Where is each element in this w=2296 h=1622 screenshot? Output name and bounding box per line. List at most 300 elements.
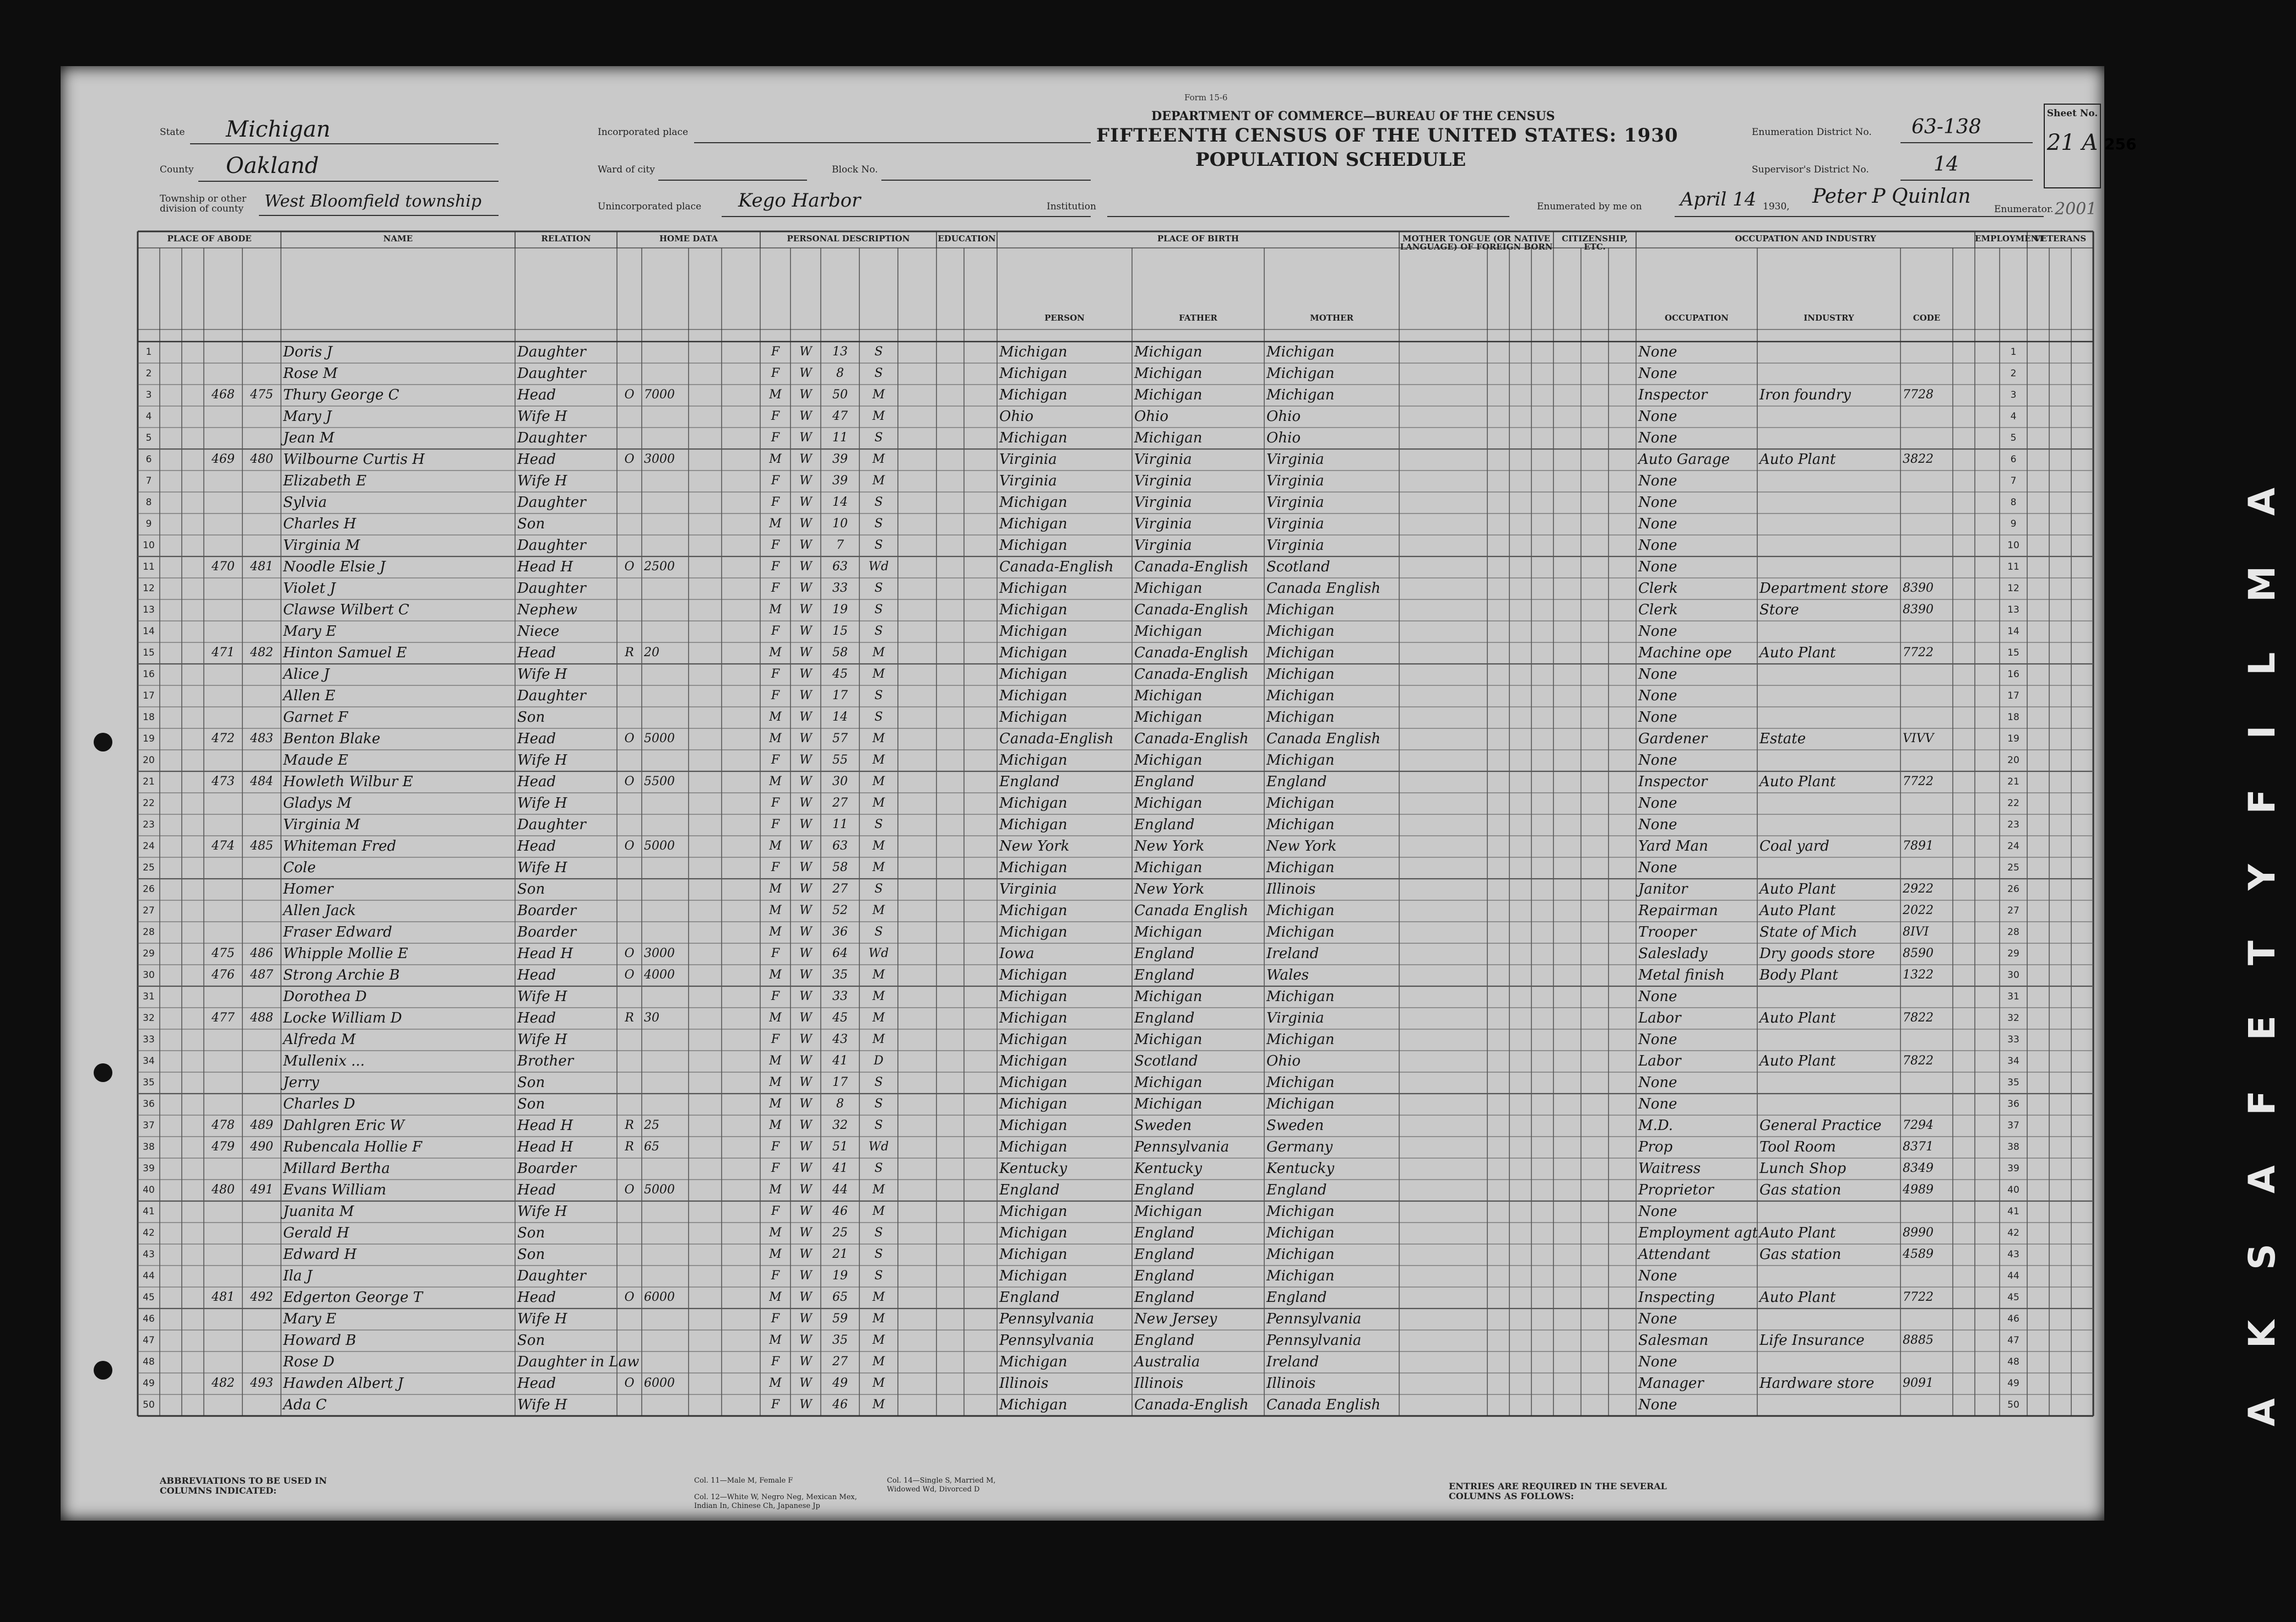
cell-name: Millard Bertha <box>283 1160 391 1177</box>
ward-label: Ward of city <box>598 164 655 175</box>
cell-mb: Pennsylvania <box>1266 1332 1362 1349</box>
cell-occ: Auto Garage <box>1638 451 1730 468</box>
cell-ind: Life Insurance <box>1759 1332 1865 1349</box>
cell-race: W <box>799 1269 812 1283</box>
cell-sex: M <box>769 1226 782 1240</box>
cell-age: 39 <box>832 474 848 488</box>
cell-pb: Michigan <box>999 817 1068 833</box>
enum-district-value: 63-138 <box>1911 116 1981 138</box>
cell-pb: Michigan <box>999 580 1068 597</box>
cell-age: 8 <box>836 1097 844 1111</box>
cell-fb: Michigan <box>1134 623 1203 640</box>
cell-pb: Michigan <box>999 344 1068 360</box>
cell-own: O <box>624 839 635 853</box>
cell-sex: F <box>771 1312 780 1326</box>
column-group-header: PLACE OF ABODE <box>167 234 252 244</box>
line-number: 44 <box>2007 1270 2019 1282</box>
cell-sex: F <box>771 667 780 681</box>
cell-name: Jean M <box>283 430 334 446</box>
cell-mb: Virginia <box>1266 1010 1324 1026</box>
line-number: 9 <box>145 518 152 529</box>
cell-pb: Michigan <box>999 430 1068 446</box>
cell-rel: Son <box>517 1225 545 1241</box>
cell-rel: Head <box>517 387 556 403</box>
cell-race: W <box>799 882 812 896</box>
column-group-header: PERSONAL DESCRIPTION <box>787 234 910 244</box>
cell-ms: S <box>874 1075 883 1089</box>
cell-ind: Tool Room <box>1759 1139 1836 1155</box>
cell-fb: Canada-English <box>1134 602 1249 618</box>
cell-rel: Daughter <box>517 817 586 833</box>
cell-rel: Daughter <box>517 430 586 446</box>
cell-fb: England <box>1134 1182 1195 1198</box>
cell-code: 7722 <box>1903 646 1934 659</box>
cell-name: Edgerton George T <box>283 1289 423 1306</box>
cell-occ: Inspecting <box>1638 1289 1715 1306</box>
line-number: 24 <box>143 841 155 852</box>
cell-rel: Son <box>517 1246 545 1263</box>
enumerated-date: April 14 <box>1680 188 1757 210</box>
cell-rel: Daughter <box>517 1268 586 1284</box>
cell-rel: Brother <box>517 1053 574 1069</box>
cell-dw: 481 <box>212 1290 235 1304</box>
line-number: 27 <box>2007 905 2019 916</box>
cell-mb: Ireland <box>1266 1354 1319 1370</box>
cell-code: 7822 <box>1903 1011 1934 1025</box>
cell-rel: Boarder <box>517 1160 577 1177</box>
cell-fb: England <box>1134 774 1195 790</box>
cell-occ: None <box>1638 1031 1677 1048</box>
cell-rel: Boarder <box>517 924 577 940</box>
cell-age: 36 <box>832 925 848 939</box>
column-group-header: OCCUPATION AND INDUSTRY <box>1735 234 1876 244</box>
cell-ms: M <box>872 1398 885 1412</box>
cell-dw: 468 <box>212 388 235 402</box>
line-number: 45 <box>143 1292 155 1303</box>
cell-pb: Michigan <box>999 1203 1068 1220</box>
cell-code: 8990 <box>1903 1226 1934 1240</box>
cell-rel: Son <box>517 881 545 897</box>
cell-ms: M <box>872 732 885 745</box>
cell-ind: Gas station <box>1759 1246 1842 1263</box>
cell-sex: F <box>771 1161 780 1175</box>
cell-fb: Michigan <box>1134 1203 1203 1220</box>
cell-mb: Michigan <box>1266 344 1335 360</box>
cell-rel: Head <box>517 1289 556 1306</box>
cell-rel: Head <box>517 451 556 468</box>
cell-fam: 484 <box>250 775 273 788</box>
cell-fb: Michigan <box>1134 709 1203 726</box>
cell-fb: Canada English <box>1134 902 1249 919</box>
cell-mb: England <box>1266 774 1327 790</box>
cell-fam: 475 <box>250 388 273 402</box>
county-label: County <box>160 164 194 175</box>
cell-ind: Store <box>1759 602 1799 618</box>
cell-pb: Michigan <box>999 1225 1068 1241</box>
cell-mb: Michigan <box>1266 688 1335 704</box>
cell-mb: Michigan <box>1266 623 1335 640</box>
cell-fam: 483 <box>250 732 273 745</box>
cell-race: W <box>799 1140 812 1154</box>
cell-fam: 487 <box>250 968 273 982</box>
cell-occ: None <box>1638 623 1677 640</box>
cell-fb: Michigan <box>1134 795 1203 812</box>
cell-age: 45 <box>832 1011 848 1025</box>
cell-ms: M <box>872 1376 885 1390</box>
enumerated-label: Enumerated by me on <box>1537 201 1642 212</box>
schedule-title: POPULATION SCHEDULE <box>1195 149 1466 171</box>
cell-ms: M <box>872 1032 885 1046</box>
cell-name: Whipple Mollie E <box>283 945 408 962</box>
cell-rel: Son <box>517 516 545 532</box>
line-number: 18 <box>143 712 155 723</box>
cell-occ: None <box>1638 408 1677 425</box>
cell-ms: M <box>872 861 885 874</box>
cell-val: 6000 <box>644 1290 675 1304</box>
cell-race: W <box>799 1312 812 1326</box>
cell-name: Noodle Elsie J <box>283 559 386 575</box>
cell-sex: F <box>771 689 780 702</box>
cell-ind: Gas station <box>1759 1182 1842 1198</box>
cell-ms: M <box>872 990 885 1003</box>
cell-dw: 472 <box>212 732 235 745</box>
cell-sex: M <box>769 1118 782 1132</box>
line-number: 26 <box>2007 884 2019 895</box>
cell-mb: Pennsylvania <box>1266 1311 1362 1327</box>
cell-ind: Iron foundry <box>1759 387 1851 403</box>
line-number: 5 <box>2010 432 2017 444</box>
line-number: 2 <box>2010 368 2017 379</box>
cell-occ: None <box>1638 1074 1677 1091</box>
column-group-header: PLACE OF BIRTH <box>1157 234 1239 244</box>
cell-pb: Michigan <box>999 623 1068 640</box>
cell-age: 17 <box>832 1075 848 1089</box>
line-number: 25 <box>143 862 155 873</box>
cell-name: Dorothea D <box>283 988 367 1005</box>
cell-occ: Yard Man <box>1638 838 1708 855</box>
cell-ms: S <box>874 495 883 509</box>
line-number: 19 <box>2007 733 2019 744</box>
cell-ms: M <box>872 904 885 917</box>
cell-pb: Michigan <box>999 1031 1068 1048</box>
cell-age: 33 <box>832 990 848 1003</box>
cell-pb: Michigan <box>999 709 1068 726</box>
cell-race: W <box>799 818 812 831</box>
enumerator-name: Peter P Quinlan <box>1812 185 1971 208</box>
line-number: 35 <box>143 1077 155 1088</box>
cell-mb: Michigan <box>1266 1096 1335 1112</box>
line-number: 7 <box>145 475 152 486</box>
cell-ms: M <box>872 474 885 488</box>
cell-rel: Wife H <box>517 408 567 425</box>
line-number: 30 <box>143 970 155 981</box>
cell-dw: 479 <box>212 1140 235 1154</box>
cell-ms: S <box>874 1118 883 1132</box>
cell-pb: Michigan <box>999 924 1068 940</box>
line-number: 37 <box>2007 1120 2019 1131</box>
cell-age: 59 <box>832 1312 848 1326</box>
punch-hole <box>94 1361 112 1380</box>
cell-dw: 476 <box>212 968 235 982</box>
cell-val: 3000 <box>644 452 675 466</box>
cell-occ: None <box>1638 688 1677 704</box>
cell-ms: Wd <box>868 1140 889 1154</box>
cell-val: 3000 <box>644 947 675 960</box>
cell-val: 7000 <box>644 388 675 402</box>
cell-pb: Ohio <box>999 408 1034 425</box>
cell-pb: Michigan <box>999 688 1068 704</box>
column-head-industry: INDUSTRY <box>1804 313 1854 323</box>
cell-code: 7728 <box>1903 388 1934 402</box>
cell-name: Howard B <box>283 1332 356 1349</box>
cell-occ: Labor <box>1638 1010 1681 1026</box>
cell-occ: Clerk <box>1638 602 1678 618</box>
cell-fb: Michigan <box>1134 1031 1203 1048</box>
stamp-number: 256 <box>2104 135 2137 153</box>
cell-mb: Michigan <box>1266 602 1335 618</box>
cell-ms: S <box>874 345 883 359</box>
line-number: 21 <box>2007 776 2019 787</box>
line-number: 7 <box>2010 475 2017 486</box>
cell-mb: Kentucky <box>1266 1160 1335 1177</box>
cell-rel: Daughter <box>517 537 586 554</box>
cell-code: 8390 <box>1903 581 1934 595</box>
line-number: 22 <box>2007 798 2019 809</box>
cell-pb: Michigan <box>999 1053 1068 1069</box>
cell-fb: Sweden <box>1134 1117 1192 1134</box>
cell-sex: M <box>769 1247 782 1261</box>
cell-rel: Boarder <box>517 902 577 919</box>
cell-occ: Machine ope <box>1638 645 1732 661</box>
cell-occ: None <box>1638 344 1677 360</box>
cell-rel: Head <box>517 1182 556 1198</box>
cell-sex: F <box>771 1355 780 1369</box>
cell-pb: Michigan <box>999 1010 1068 1026</box>
cell-dw: 470 <box>212 560 235 574</box>
cell-fam: 489 <box>250 1118 273 1132</box>
cell-sex: F <box>771 990 780 1003</box>
cell-mb: Canada English <box>1266 580 1381 597</box>
cell-ms: S <box>874 431 883 445</box>
column-group-header: NAME <box>383 234 413 244</box>
cell-name: Clawse Wilbert C <box>283 602 409 618</box>
cell-fb: Canada-English <box>1134 1397 1249 1413</box>
cell-mb: Virginia <box>1266 516 1324 532</box>
cell-sex: F <box>771 1398 780 1412</box>
cell-age: 19 <box>832 603 848 617</box>
cell-ms: S <box>874 603 883 617</box>
line-number: 28 <box>2007 927 2019 938</box>
cell-own: O <box>624 1376 635 1390</box>
cell-name: Thury George C <box>283 387 399 403</box>
cell-age: 65 <box>832 1290 848 1304</box>
cell-rel: Wife H <box>517 666 567 683</box>
cell-occ: None <box>1638 1311 1677 1327</box>
cell-ms: S <box>874 689 883 702</box>
cell-occ: Repairman <box>1638 902 1718 919</box>
cell-rel: Head H <box>517 1139 573 1155</box>
cell-ms: M <box>872 1204 885 1218</box>
cell-age: 46 <box>832 1398 848 1412</box>
cell-name: Locke William D <box>283 1010 402 1026</box>
cell-sex: M <box>769 882 782 896</box>
cell-val: 5000 <box>644 839 675 853</box>
cell-pb: England <box>999 774 1060 790</box>
cell-fb: England <box>1134 1332 1195 1349</box>
cell-ms: S <box>874 818 883 831</box>
cell-code: 8590 <box>1903 947 1934 960</box>
line-number: 13 <box>143 604 155 615</box>
line-number: 11 <box>2007 561 2019 572</box>
cell-mb: Michigan <box>1266 795 1335 812</box>
cell-sex: F <box>771 796 780 810</box>
cell-occ: None <box>1638 817 1677 833</box>
cell-name: Jerry <box>283 1074 320 1091</box>
cell-sex: F <box>771 560 780 574</box>
cell-name: Wilbourne Curtis H <box>283 451 425 468</box>
cell-pb: Michigan <box>999 752 1068 769</box>
cell-sex: F <box>771 624 780 638</box>
cell-race: W <box>799 1011 812 1025</box>
line-number: 50 <box>143 1399 155 1410</box>
cell-ms: S <box>874 1097 883 1111</box>
cell-fb: Michigan <box>1134 752 1203 769</box>
supervisor-value: 14 <box>1934 153 1959 176</box>
cell-name: Mary E <box>283 623 337 640</box>
cell-occ: Metal finish <box>1638 967 1725 983</box>
cell-race: W <box>799 710 812 724</box>
line-number: 32 <box>143 1013 155 1024</box>
cell-age: 52 <box>832 904 848 917</box>
cell-name: Allen Jack <box>283 902 356 919</box>
cell-sex: F <box>771 861 780 874</box>
cell-race: W <box>799 388 812 402</box>
cell-race: W <box>799 517 812 531</box>
cell-race: W <box>799 904 812 917</box>
cell-sex: M <box>769 1376 782 1390</box>
cell-pb: New York <box>999 838 1070 855</box>
cell-name: Whiteman Fred <box>283 838 397 855</box>
cell-occ: Labor <box>1638 1053 1681 1069</box>
cell-occ: None <box>1638 1268 1677 1284</box>
cell-age: 27 <box>832 796 848 810</box>
line-number: 38 <box>2007 1142 2019 1153</box>
cell-dw: 477 <box>212 1011 235 1025</box>
township-label: Township or other division of county <box>160 193 247 214</box>
line-number: 39 <box>143 1163 155 1174</box>
cell-mb: Virginia <box>1266 451 1324 468</box>
cell-mb: Michigan <box>1266 1225 1335 1241</box>
cell-occ: Attendant <box>1638 1246 1710 1263</box>
cell-name: Doris J <box>283 344 333 360</box>
cell-mb: Michigan <box>1266 1203 1335 1220</box>
cell-occ: Proprietor <box>1638 1182 1714 1198</box>
cell-rel: Daughter <box>517 494 586 511</box>
cell-ind: General Practice <box>1759 1117 1882 1134</box>
line-number: 43 <box>2007 1249 2019 1260</box>
line-number: 31 <box>143 991 155 1002</box>
cell-occ: Inspector <box>1638 774 1708 790</box>
cell-name: Strong Archie B <box>283 967 400 983</box>
cell-pb: Michigan <box>999 1074 1068 1091</box>
line-number: 9 <box>2010 518 2017 529</box>
cell-ind: Auto Plant <box>1759 645 1836 661</box>
cell-ms: M <box>872 775 885 788</box>
cell-sex: M <box>769 1011 782 1025</box>
line-number: 43 <box>143 1249 155 1260</box>
line-number: 20 <box>2007 755 2019 766</box>
cell-age: 15 <box>832 624 848 638</box>
cell-race: W <box>799 1333 812 1347</box>
cell-ms: S <box>874 1247 883 1261</box>
cell-code: VIVV <box>1903 732 1934 745</box>
enumerator-label: Enumerator. <box>1994 204 2054 215</box>
cell-race: W <box>799 1054 812 1068</box>
cell-code: 2022 <box>1903 904 1934 917</box>
cell-race: W <box>799 1376 812 1390</box>
cell-fb: Michigan <box>1134 688 1203 704</box>
cell-age: 35 <box>832 968 848 982</box>
cell-fb: England <box>1134 1225 1195 1241</box>
cell-own: O <box>624 947 635 960</box>
cell-fam: 486 <box>250 947 273 960</box>
line-number: 42 <box>2007 1228 2019 1239</box>
cell-rel: Son <box>517 1332 545 1349</box>
reference-number: 2001 <box>2055 199 2097 219</box>
enum-district-label: Enumeration District No. <box>1752 127 1872 138</box>
line-number: 6 <box>145 454 152 465</box>
cell-occ: None <box>1638 473 1677 489</box>
cell-fb: Virginia <box>1134 494 1192 511</box>
cell-sex: M <box>769 839 782 853</box>
cell-rel: Wife H <box>517 1031 567 1048</box>
cell-name: Alice J <box>283 666 330 683</box>
cell-ind: Department store <box>1759 580 1889 597</box>
cell-name: Homer <box>283 881 333 897</box>
cell-occ: Prop <box>1638 1139 1673 1155</box>
cell-race: W <box>799 1183 812 1197</box>
cell-code: 7722 <box>1903 775 1934 788</box>
cell-ms: S <box>874 581 883 595</box>
punch-hole <box>94 733 112 751</box>
cell-ms: M <box>872 753 885 767</box>
cell-mb: Michigan <box>1266 859 1335 876</box>
cell-rel: Wife H <box>517 1397 567 1413</box>
sheet-label: Sheet No. <box>2046 108 2098 119</box>
cell-val: 65 <box>644 1140 659 1154</box>
cell-name: Mary J <box>283 408 332 425</box>
line-number: 41 <box>2007 1206 2019 1217</box>
cell-name: Hawden Albert J <box>283 1375 404 1392</box>
cell-occ: None <box>1638 795 1677 812</box>
line-number: 26 <box>143 884 155 895</box>
cell-sex: F <box>771 1140 780 1154</box>
cell-ms: M <box>872 1011 885 1025</box>
cell-pb: Michigan <box>999 859 1068 876</box>
cell-fb: Virginia <box>1134 451 1192 468</box>
cell-pb: England <box>999 1182 1060 1198</box>
cell-mb: England <box>1266 1182 1327 1198</box>
cell-sex: F <box>771 818 780 831</box>
cell-ms: Wd <box>868 560 889 574</box>
state-label: State <box>160 127 185 138</box>
cell-own: O <box>624 388 635 402</box>
column-group-header: MOTHER TONGUE (OR NATIVE LANGUAGE) OF FOREIGN BORN <box>1400 234 1553 252</box>
cell-mb: Canada English <box>1266 731 1381 747</box>
cell-age: 8 <box>836 366 844 380</box>
line-number: 47 <box>2007 1335 2019 1346</box>
cell-race: W <box>799 667 812 681</box>
